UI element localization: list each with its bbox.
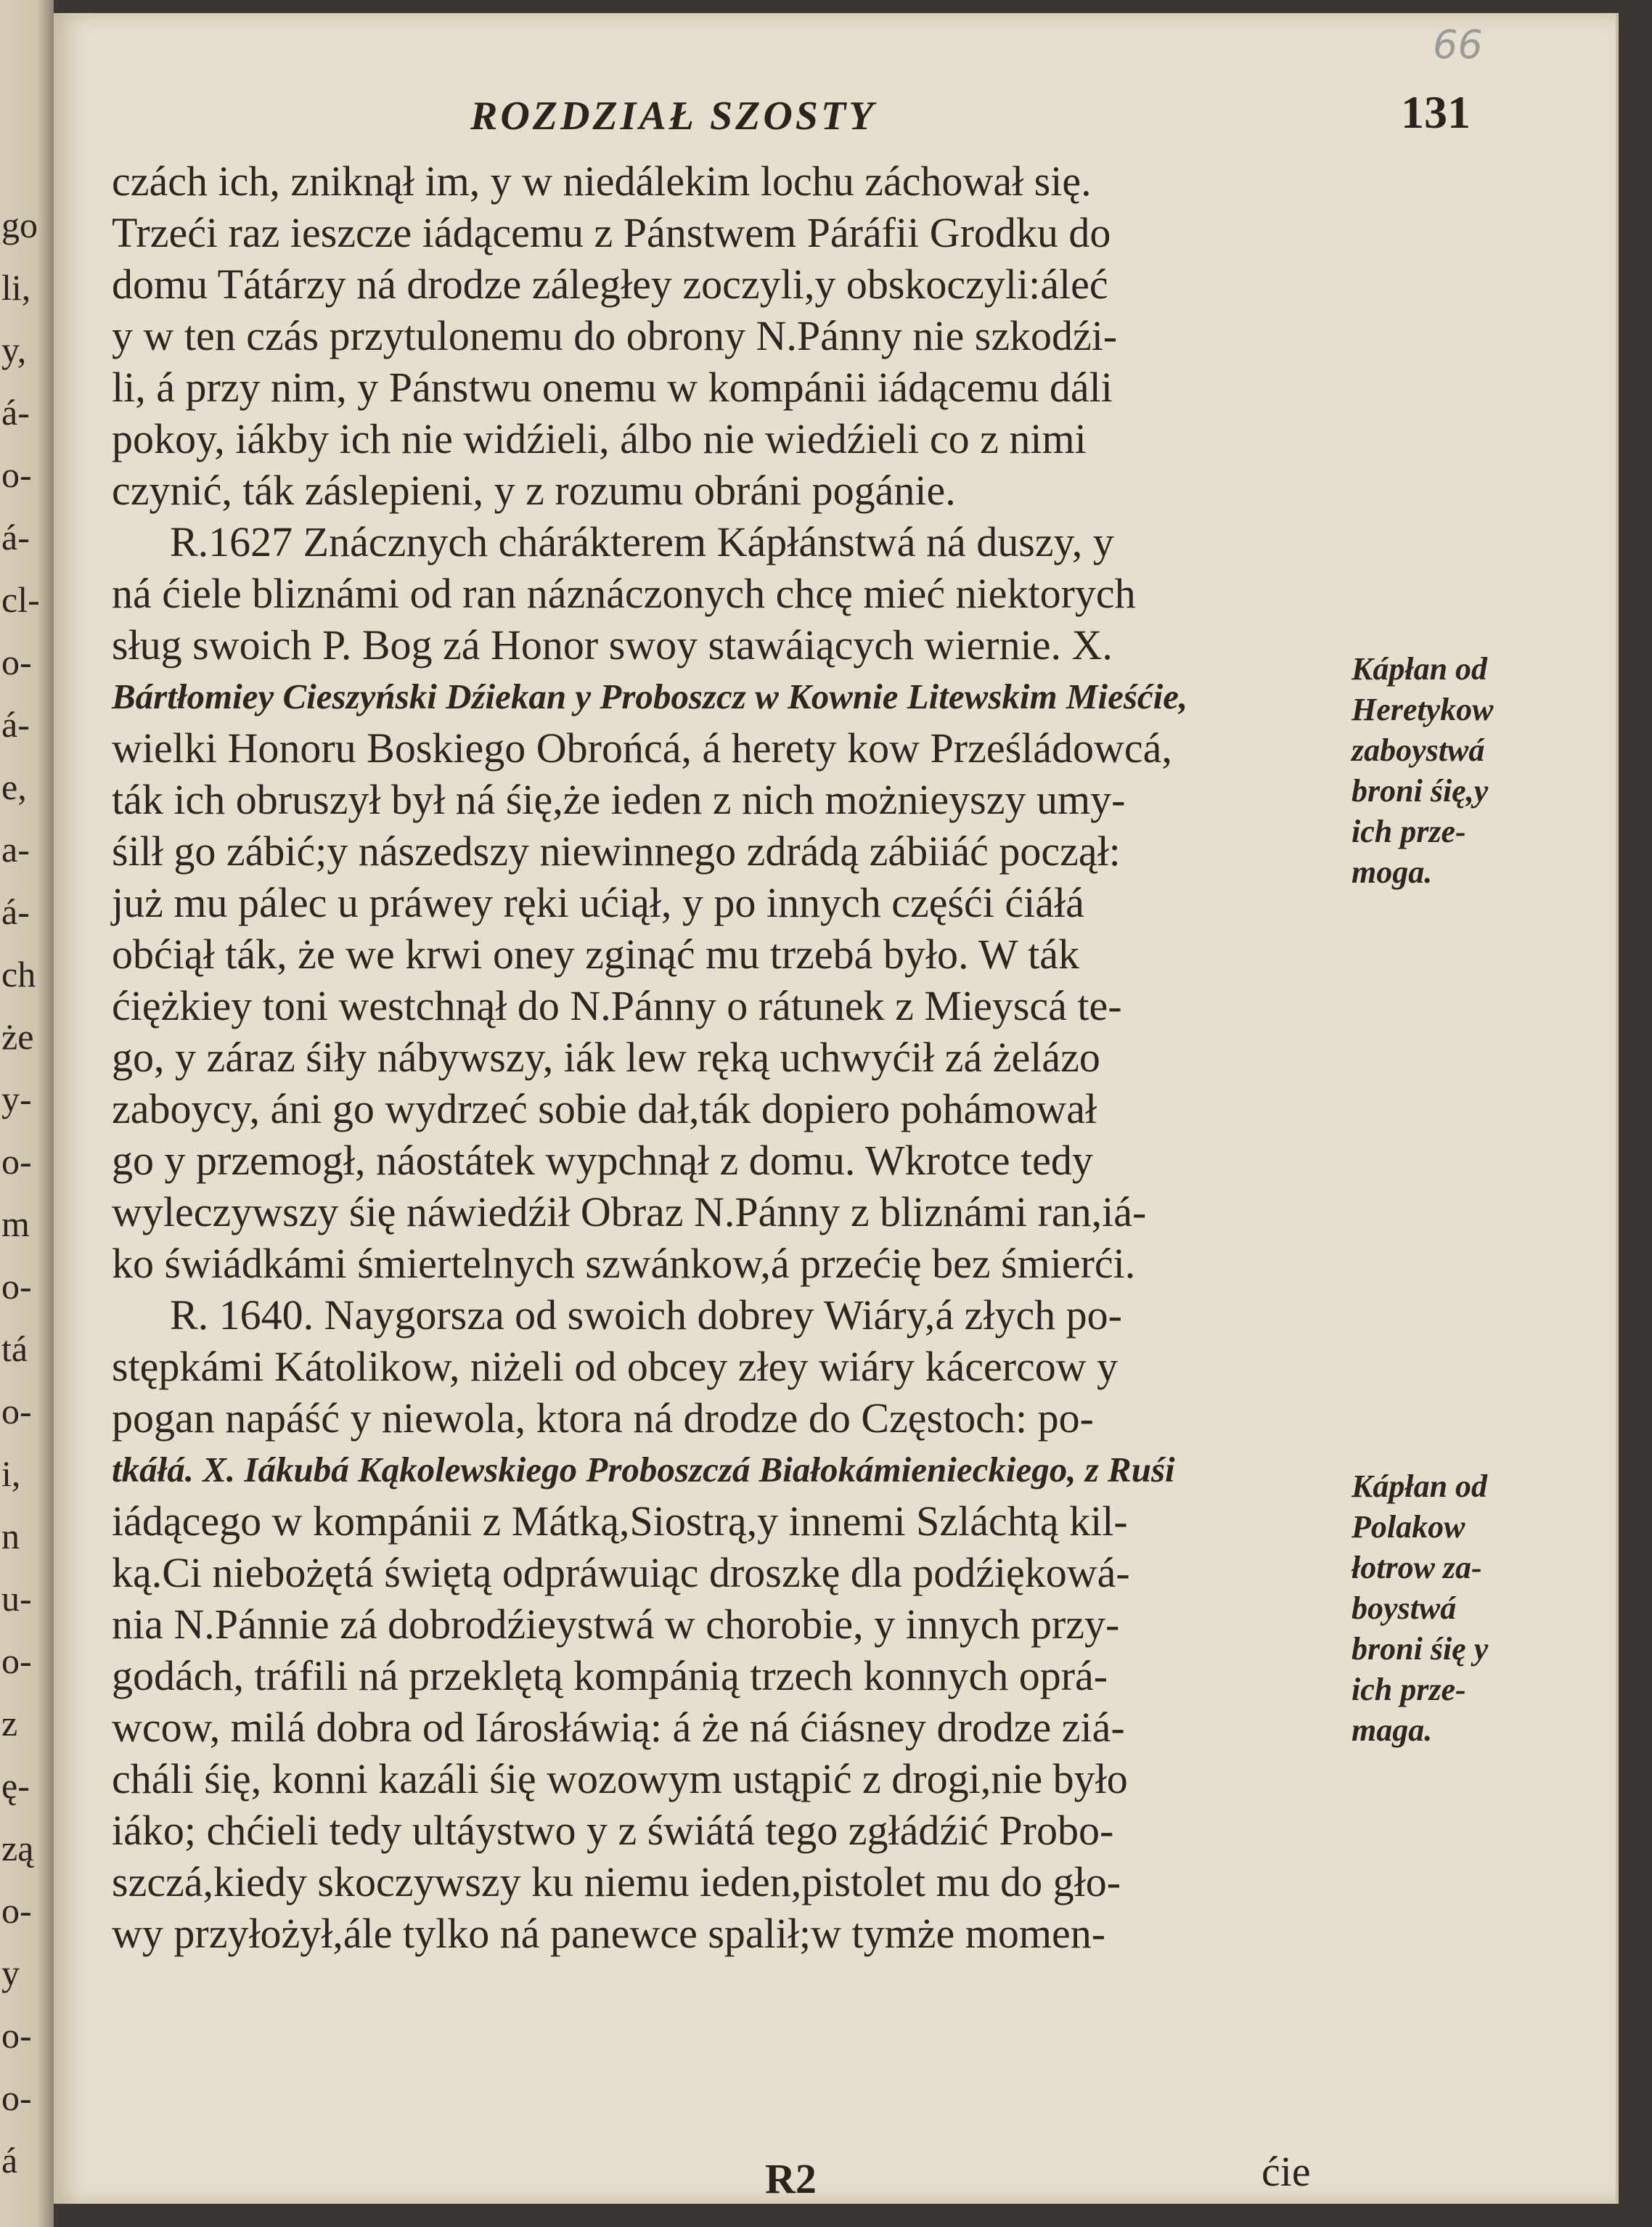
signature-mark: R2 (765, 2155, 817, 2202)
pencil-folio-number: 66 (1433, 22, 1483, 68)
text-line: wyleczywszy śię náwiedźił Obraz N.Pánny z bliznámi ran,iá- (112, 1188, 1147, 1235)
text-line: iádącego w kompánii z Mátką,Siostrą,y innemi Szláchtą kil- (112, 1497, 1128, 1545)
facing-page-fragment: á- (1, 517, 30, 557)
marginal-note (1352, 1466, 1613, 1751)
body-text (112, 155, 1418, 1959)
text-line: ná ćiele bliznámi od ran náznáczonych chcę mieć niektorych (112, 570, 1136, 617)
facing-page-fragment: y- (1, 1079, 32, 1119)
text-line: domu Tátárzy ná drodze záległey zoczyli,y obskoczyli:áleć (112, 261, 1108, 308)
facing-page-fragment: li, (1, 267, 31, 308)
marginal-note-line: ich prze- (1352, 814, 1466, 849)
text-line: y w ten czás przytulonemu do obrony N.Pánny nie szkodźi- (112, 312, 1118, 359)
marginal-note-line: broni śię y (1352, 1631, 1489, 1667)
text-line: Bártłomiey Cieszyński Dźiekan y Proboszcz w Kownie Litewskim Mieśćie, (112, 677, 1188, 716)
facing-page-fragment: y (1, 1953, 20, 1993)
text-line: stępkámi Kátolikow, niżeli od obcey złey wiáry kácercow y (112, 1343, 1119, 1390)
text-line: Trzeći raz ieszcze iádącemu z Pánstwem Páráfii Grodku do (112, 209, 1111, 256)
text-line: obćiął ták, że we krwi oney zginąć mu trzebá było. W ták (112, 931, 1079, 978)
marginal-note-line: broni śię,y (1352, 773, 1489, 809)
text-line: zaboycy, áni go wydrzeć sobie dał,ták dopiero pohámował (112, 1085, 1097, 1132)
marginal-note-line: maga. (1352, 1712, 1433, 1748)
text-line: wy przyłożył,ále tylko ná panewce spalił;w tymże momen- (112, 1910, 1106, 1957)
text-line: go y przemogł, náostátek wypchnął z domu. Wkrotce tedy (112, 1137, 1093, 1184)
book-page (54, 13, 1619, 2204)
marginal-note-line: ich prze- (1352, 1672, 1466, 1707)
facing-page-fragment: cl- (1, 579, 40, 620)
facing-page-fragment: n (1, 1516, 20, 1556)
text-line: wcow, milá dobra od Iárosłáwią: á że ná ćiásney drodze ziá- (112, 1704, 1125, 1751)
text-line: R.1627 Znácznych chárákterem Kápłánstwá ná duszy, y (170, 518, 1114, 565)
marginal-note (1352, 649, 1613, 893)
facing-page-fragment: o- (1, 1391, 32, 1431)
facing-page-fragment: m (1, 1204, 30, 1244)
facing-page-fragment: á (1, 2140, 18, 2181)
facing-page-edge (0, 0, 54, 2227)
text-line: godách, tráfili ná przeklętą kompánią trzech konnych oprá- (112, 1652, 1108, 1699)
text-line: nia N.Pánnie zá dobrodźieystwá w chorobie, y innych przy- (112, 1601, 1120, 1648)
facing-page-fragment: z (1, 1703, 18, 1744)
text-line: ką.Ci niebożętá świętą odpráwuiąc droszkę dla podźiękowá- (112, 1549, 1130, 1596)
facing-page-fragment: o- (1, 454, 32, 495)
facing-page-fragment: go (1, 205, 38, 245)
text-line: już mu pálec u práwey ręki ućiął, y po innych częśći ćiáłá (112, 879, 1084, 926)
text-line: szczá,kiedy skoczywszy ku niemu ieden,pistolet mu do gło- (112, 1858, 1121, 1905)
facing-page-fragment: ch (1, 954, 36, 994)
facing-page-fragment: a- (1, 829, 30, 870)
facing-page-fragment: y, (1, 330, 27, 370)
marginal-note-line: Kápłan od (1352, 1468, 1488, 1504)
facing-page-fragment: o- (1, 1640, 32, 1681)
marginal-note-line: Kápłan od (1352, 651, 1488, 687)
facing-page-fragment: á- (1, 392, 30, 433)
marginal-note-line: zaboystwá (1352, 732, 1485, 768)
facing-page-fragment: i, (1, 1453, 21, 1494)
text-line: R. 1640. Naygorsza od swoich dobrey Wiáry,á złych po- (170, 1291, 1122, 1339)
marginal-note-line: łotrow za- (1352, 1550, 1482, 1585)
marginal-note-line: Polakow (1352, 1509, 1465, 1545)
facing-page-fragment: o- (1, 2015, 32, 2056)
text-line: wielki Honoru Boskiego Obrońcá, á herety kow Prześládowcá, (112, 724, 1172, 772)
running-head: ROZDZIAŁ SZOSTY (470, 94, 877, 139)
text-line: go, y záraz śiły nábywszy, iák lew ręką uchwyćił zá żelázo (112, 1034, 1100, 1081)
marginal-note-line: moga. (1352, 854, 1433, 890)
marginal-note-line: boystwá (1352, 1590, 1457, 1626)
text-line: czách ich, zniknął im, y w niedálekim lochu záchował się. (112, 158, 1092, 205)
catchword: ćie (1262, 2148, 1311, 2195)
text-line: pokoy, iákby ich nie widźieli, álbo nie wiedźieli co z nimi (112, 415, 1087, 462)
text-line: sług swoich P. Bog zá Honor swoy stawáiących wiernie. X. (112, 621, 1113, 669)
text-line: ko świádkámi śmiertelnych szwánkow,á przećię bez śmierći. (112, 1240, 1136, 1287)
marginal-note-line: Heretykow (1352, 692, 1494, 727)
facing-page-fragment: á- (1, 704, 30, 745)
facing-page-fragment: o- (1, 2077, 32, 2118)
text-line: śilł go zábić;y nászedszy niewinnego zdrádą zábiiáć począł: (112, 828, 1121, 875)
facing-page-fragment: zą (1, 1828, 34, 1868)
text-line: li, á przy nim, y Pánstwu onemu w kompánii iádącemu dáli (112, 364, 1113, 411)
text-line: ták ich obruszył był ná śię,że ieden z nich możnieyszy umy- (112, 776, 1126, 823)
facing-page-fragment: o- (1, 1890, 32, 1931)
text-line: iáko; chćieli tedy ultáystwo y z świátá tego zgłádźić Probo- (112, 1807, 1114, 1854)
page-number: 131 (1401, 86, 1471, 138)
facing-page-fragment: o- (1, 1141, 32, 1182)
text-line: tkáłá. X. Iákubá Kąkolewskiego Proboszczá Białokámienieckiego, z Ruśi (112, 1450, 1175, 1490)
text-line: pogan napáść y niewola, ktora ná drodze do Częstoch: po- (112, 1394, 1094, 1442)
facing-page-fragment: á- (1, 891, 30, 932)
facing-page-fragment: e, (1, 767, 27, 807)
text-line: cháli śię, konni kazáli śię wozowym ustąpić z drogi,nie było (112, 1755, 1128, 1802)
facing-page-fragment: o- (1, 1266, 32, 1307)
facing-page-fragment: ę- (1, 1765, 30, 1806)
facing-page-fragment: że (1, 1016, 34, 1057)
facing-page-fragment: tá (1, 1328, 28, 1369)
text-line: czynić, ták záslepieni, y z rozumu obráni pogánie. (112, 467, 956, 514)
facing-page-fragment: u- (1, 1578, 32, 1619)
facing-page-fragment: o- (1, 642, 32, 682)
text-line: ćiężkiey toni westchnął do N.Pánny o rátunek z Mieyscá te- (112, 982, 1122, 1029)
